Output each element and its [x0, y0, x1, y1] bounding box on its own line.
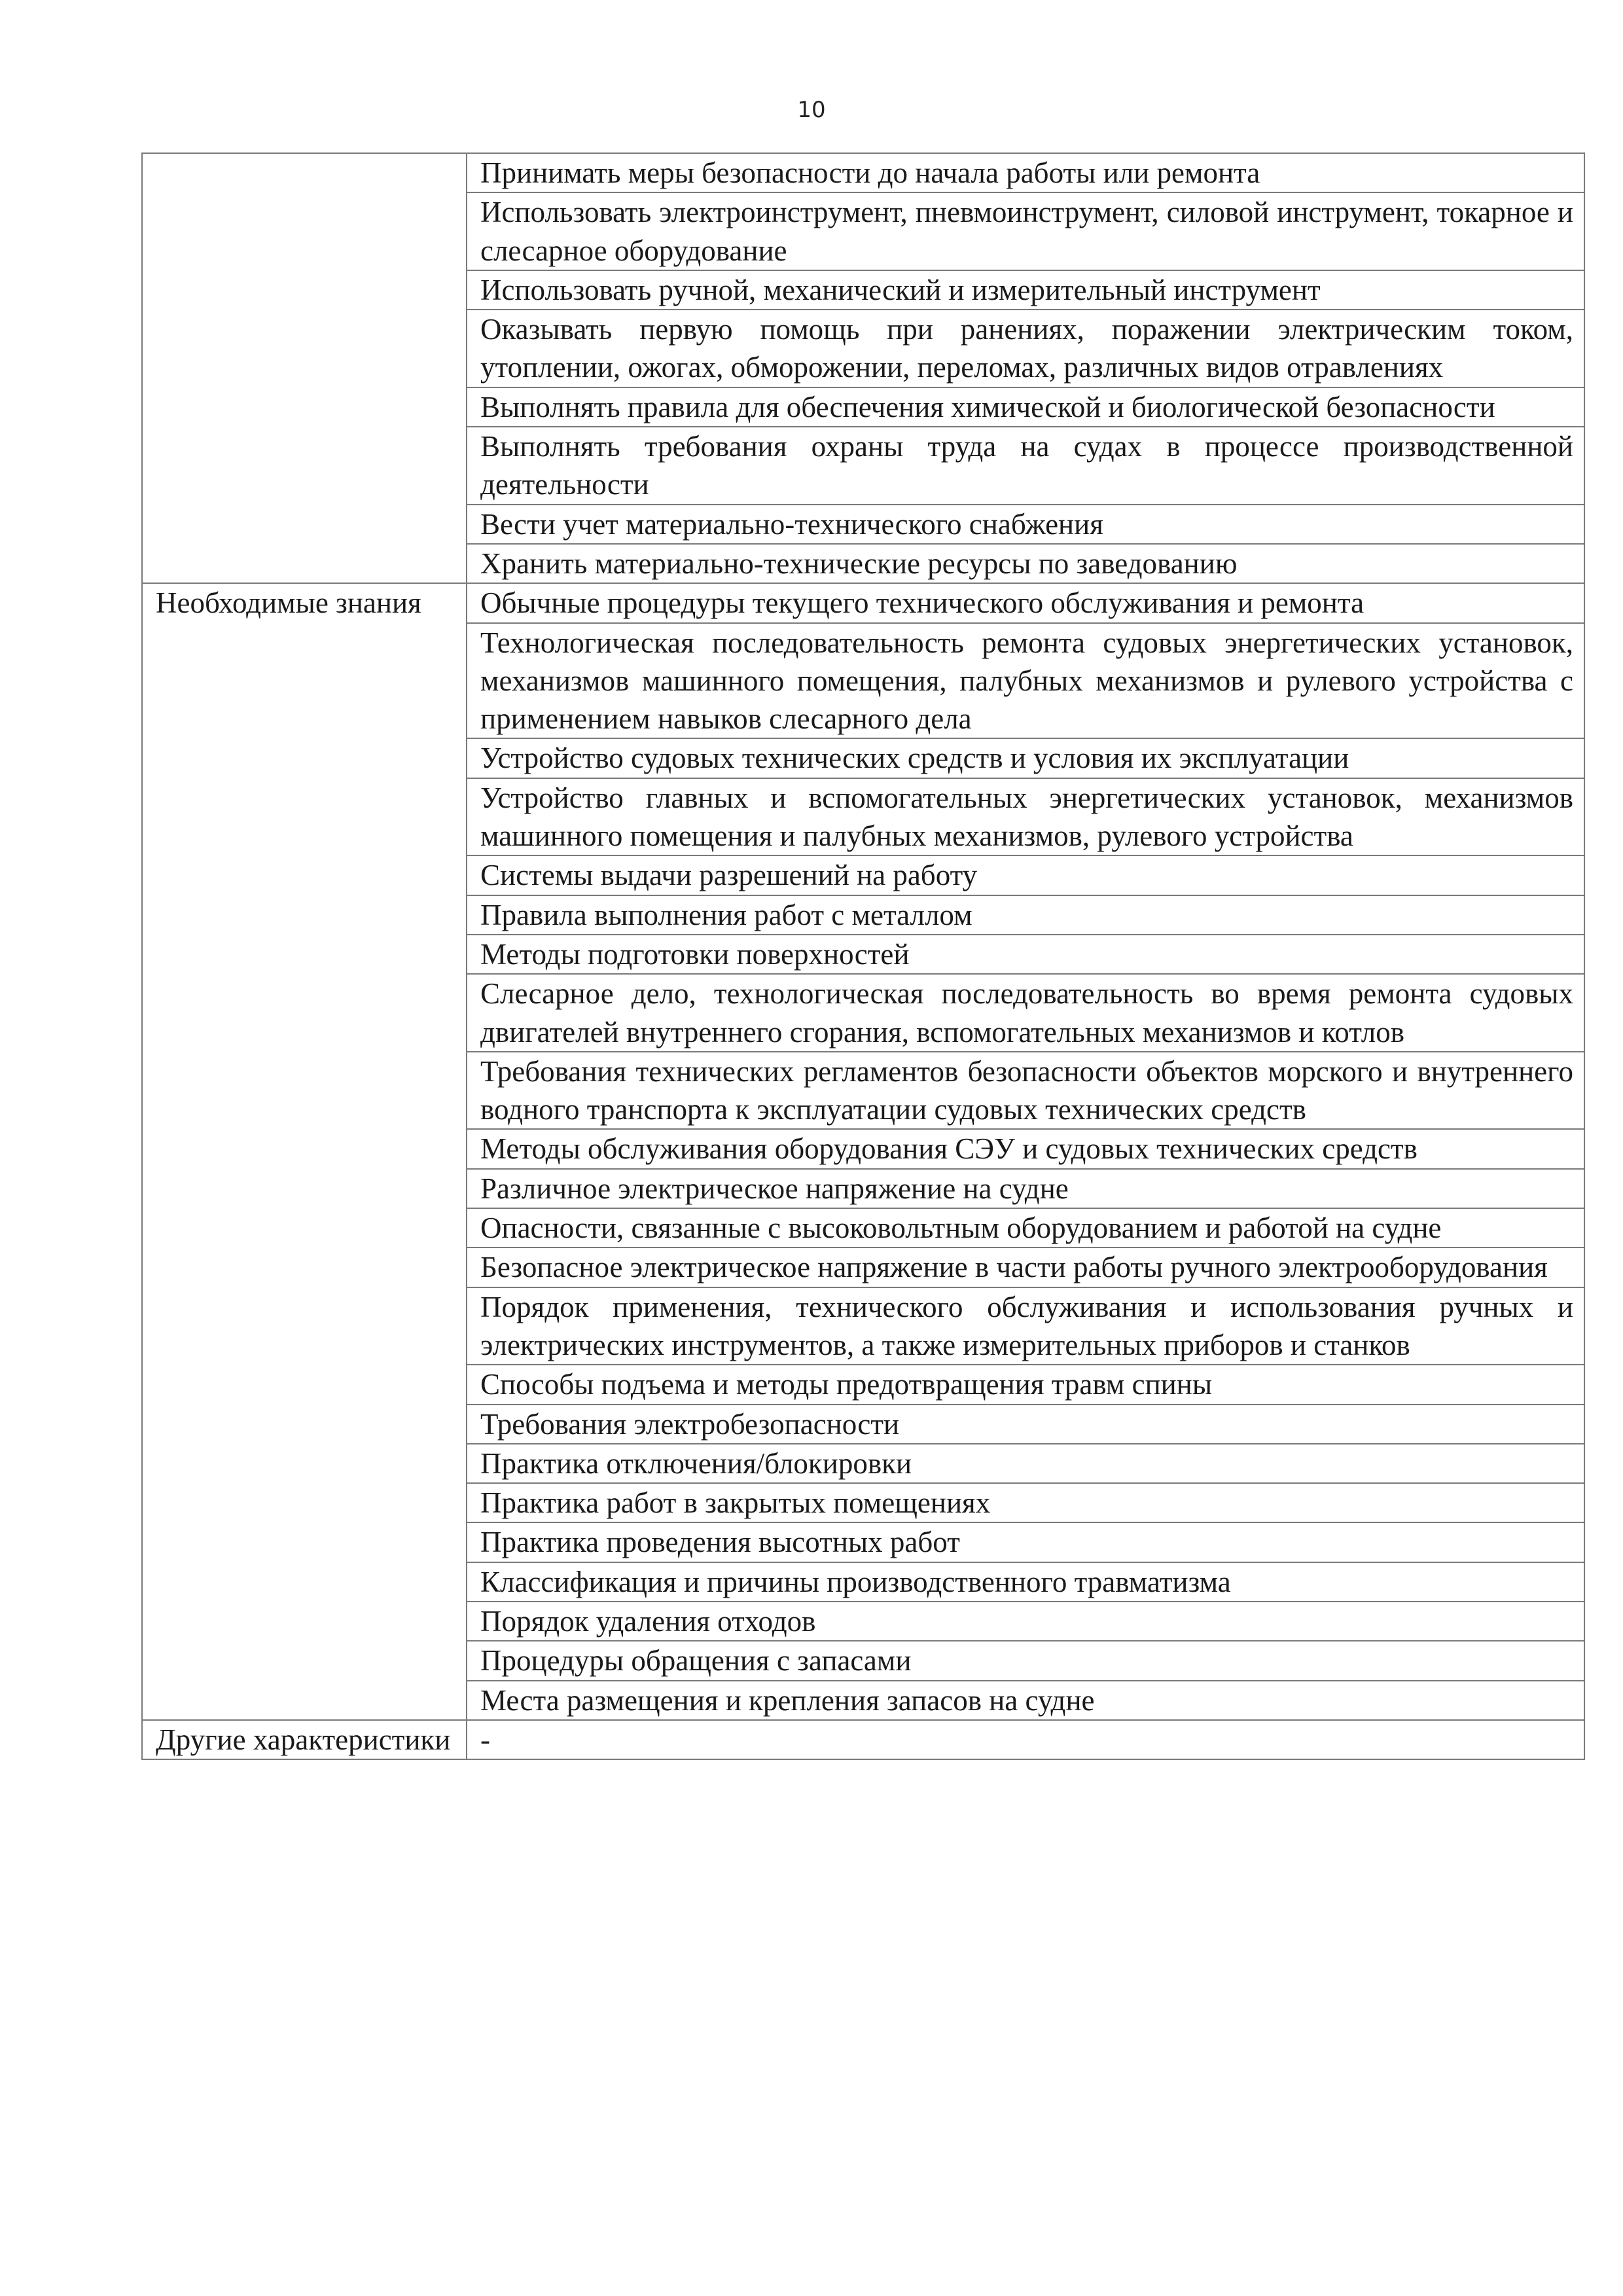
requirement-cell: - — [467, 1720, 1584, 1759]
requirement-cell: Использовать электроинструмент, пневмоинструмент, силовой инструмент, токарное и слесарное оборудование — [467, 192, 1584, 270]
table-row — [142, 153, 1584, 192]
requirement-cell: Безопасное электрическое напряжение в части работы ручного электрооборудования — [467, 1247, 1584, 1287]
requirement-cell: Требования электробезопасности — [467, 1405, 1584, 1444]
table-row — [142, 1720, 1584, 1759]
requirement-cell: Практика отключения/блокировки — [467, 1444, 1584, 1483]
requirement-cell: Методы подготовки поверхностей — [467, 935, 1584, 974]
requirement-cell: Различное электрическое напряжение на судне — [467, 1169, 1584, 1208]
row-label-cell — [142, 153, 467, 583]
requirement-cell: Использовать ручной, механический и измерительный инструмент — [467, 270, 1584, 310]
requirement-cell: Системы выдачи разрешений на работу — [467, 855, 1584, 895]
table-body — [142, 153, 1584, 1759]
row-label-cell: Другие характеристики — [142, 1720, 467, 1759]
requirement-cell: Принимать меры безопасности до начала работы или ремонта — [467, 153, 1584, 192]
requirement-cell: Правила выполнения работ с металлом — [467, 895, 1584, 935]
requirement-cell: Устройство судовых технических средств и условия их эксплуатации — [467, 738, 1584, 778]
requirement-cell: Процедуры обращения с запасами — [467, 1641, 1584, 1680]
requirement-cell: Вести учет материально-технического снабжения — [467, 505, 1584, 544]
requirement-cell: Практика работ в закрытых помещениях — [467, 1483, 1584, 1522]
requirement-cell: Требования технических регламентов безопасности объектов морского и внутреннего водного транспорта к эксплуатации судовых технических средств — [467, 1052, 1584, 1130]
requirement-cell: Классификация и причины производственного травматизма — [467, 1562, 1584, 1602]
competency-table — [141, 152, 1585, 1760]
requirement-cell: Слесарное дело, технологическая последовательность во время ремонта судовых двигателей внутреннего сгорания, вспомогательных механизмов и котлов — [467, 974, 1584, 1052]
requirement-cell: Опасности, связанные с высоковольтным оборудованием и работой на судне — [467, 1208, 1584, 1247]
requirement-cell: Методы обслуживания оборудования СЭУ и судовых технических средств — [467, 1129, 1584, 1168]
requirement-cell: Способы подъема и методы предотвращения травм спины — [467, 1365, 1584, 1404]
requirement-cell: Порядок удаления отходов — [467, 1602, 1584, 1641]
requirement-cell: Практика проведения высотных работ — [467, 1522, 1584, 1562]
requirement-cell: Порядок применения, технического обслуживания и использования ручных и электрических инструментов, а также измерительных приборов и станков — [467, 1287, 1584, 1365]
requirement-cell: Оказывать первую помощь при ранениях, поражении электрическим током, утоплении, ожогах, обморожении, переломах, различных видов отравлениях — [467, 310, 1584, 387]
requirement-cell: Устройство главных и вспомогательных энергетических установок, механизмов машинного помещения и палубных механизмов, рулевого устройства — [467, 778, 1584, 856]
row-label-cell: Необходимые знания — [142, 583, 467, 1720]
requirement-cell: Выполнять требования охраны труда на судах в процессе производственной деятельности — [467, 427, 1584, 505]
requirement-cell: Технологическая последовательность ремонта судовых энергетических установок, механизмов машинного помещения, палубных механизмов и рулевого устройства с применением навыков слесарного дела — [467, 623, 1584, 739]
table-row — [142, 583, 1584, 622]
requirement-cell: Хранить материально-технические ресурсы по заведованию — [467, 544, 1584, 583]
requirement-cell: Обычные процедуры текущего технического обслуживания и ремонта — [467, 583, 1584, 622]
page-number: 10 — [797, 97, 826, 123]
requirement-cell: Места размещения и крепления запасов на судне — [467, 1681, 1584, 1720]
requirement-cell: Выполнять правила для обеспечения химической и биологической безопасности — [467, 387, 1584, 427]
